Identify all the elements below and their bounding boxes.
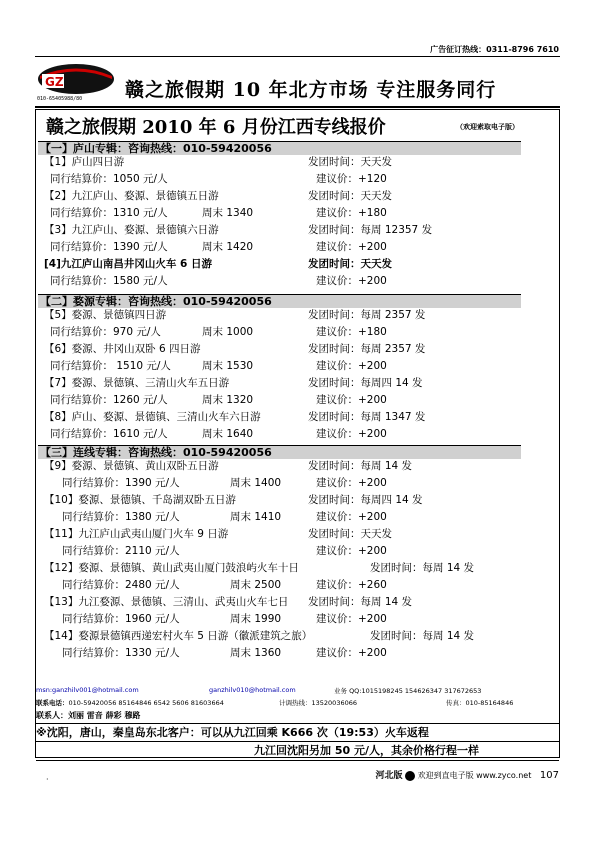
route-price: 同行结算价：1610 元/人 bbox=[50, 428, 168, 440]
page-number: 107 bbox=[539, 770, 559, 781]
route-price: 同行结算价：1390 元/人 bbox=[62, 477, 180, 489]
route-weekend-price: 周末 1000 bbox=[202, 326, 254, 338]
route-price: 同行结算价：2480 元/人 bbox=[62, 579, 180, 591]
logo-phone: 010-65405988/80 bbox=[37, 96, 83, 102]
svg-text:GZ: GZ bbox=[45, 75, 64, 89]
email-primary[interactable]: msn:ganzhilv001@hotmail.com bbox=[36, 686, 139, 694]
route-depart-time: 发团时间：每周 2357 发 bbox=[308, 343, 426, 355]
route-depart-time: 发团时间：每周 1347 发 bbox=[308, 411, 426, 423]
route-weekend-price: 周末 1400 bbox=[230, 477, 282, 489]
section-heading: 【一】庐山专辑：咨询热线：010-59420056 bbox=[38, 141, 521, 155]
route-depart-time: 发团时间：天天发 bbox=[308, 156, 392, 168]
mobile-hotline: 计调热线：13520036066 bbox=[279, 699, 357, 707]
footer-edition: 河北版 bbox=[375, 771, 403, 781]
route-depart-time: 发团时间：天天发 bbox=[308, 190, 392, 202]
route-suggest-price: 建议价：+200 bbox=[316, 511, 387, 523]
qq-numbers: 业务 QQ:1015198245 154626347 317672653 bbox=[334, 687, 482, 695]
header-rule bbox=[35, 106, 560, 108]
route-name: 【10】婺源、景德镇、千岛湖双卧五日游 bbox=[44, 494, 236, 506]
ad-hotline: 广告征订热线：0311-8796 7610 bbox=[430, 45, 559, 54]
email-secondary[interactable]: ganzhilv010@hotmail.com bbox=[209, 686, 296, 694]
route-price: 同行结算价：1050 元/人 bbox=[50, 173, 168, 185]
route-suggest-price: 建议价：+200 bbox=[316, 394, 387, 406]
phone-numbers: 010-59420056 85164846 6542 5606 81603664 bbox=[68, 699, 224, 707]
section-heading: 【三】连线专辑：咨询热线：010-59420056 bbox=[38, 445, 521, 459]
section-heading: 【二】婺源专辑：咨询热线：010-59420056 bbox=[38, 294, 521, 308]
route-depart-time: 发团时间：天天发 bbox=[308, 258, 392, 270]
route-weekend-price: 周末 1320 bbox=[202, 394, 254, 406]
route-price: 同行结算价：970 元/人 bbox=[50, 326, 161, 338]
route-price: 同行结算价：1390 元/人 bbox=[50, 241, 168, 253]
title-note: （欢迎索取电子版） bbox=[456, 123, 519, 131]
route-depart-time: 发团时间：每周 12357 发 bbox=[308, 224, 433, 236]
footer-logo-icon bbox=[405, 771, 415, 781]
route-depart-time: 发团时间：每周 14 发 bbox=[370, 630, 475, 642]
page-footer bbox=[376, 768, 560, 781]
route-suggest-price: 建议价：+200 bbox=[316, 275, 387, 287]
route-depart-time: 发团时间：每周四 14 发 bbox=[308, 377, 423, 389]
route-price: 同行结算价： 1510 元/人 bbox=[50, 360, 171, 372]
route-name: 【2】九江庐山、婺源、景德镇五日游 bbox=[44, 190, 219, 202]
route-suggest-price: 建议价：+180 bbox=[316, 207, 387, 219]
route-price: 同行结算价：1960 元/人 bbox=[62, 613, 180, 625]
route-name: 【14】婺源景德镇西递宏村火车 5 日游（徽派建筑之旅） bbox=[44, 630, 313, 642]
footer-slogan: 欢迎到直电子版 www.zyco.net bbox=[417, 771, 532, 780]
footer-dot: · bbox=[46, 775, 49, 784]
route-suggest-price: 建议价：+200 bbox=[316, 613, 387, 625]
route-name: 【5】婺源、景德镇四日游 bbox=[44, 309, 167, 321]
route-price: 同行结算价：2110 元/人 bbox=[62, 545, 180, 557]
page-title: 赣之旅假期 2010 年 6 月份江西专线报价 bbox=[46, 117, 386, 138]
route-suggest-price: 建议价：+200 bbox=[316, 428, 387, 440]
route-price: 同行结算价：1580 元/人 bbox=[50, 275, 168, 287]
route-name: 【11】九江庐山武夷山厦门火车 9 日游 bbox=[44, 528, 229, 540]
route-name: 【9】婺源、景德镇、黄山双卧五日游 bbox=[44, 460, 219, 472]
route-suggest-price: 建议价：+260 bbox=[316, 579, 387, 591]
route-name: 【12】婺源、景德镇、黄山武夷山厦门鼓浪屿火车十日 bbox=[44, 562, 299, 574]
phone-label: 联系电话： bbox=[36, 699, 69, 707]
route-weekend-price: 周末 1640 bbox=[202, 428, 254, 440]
route-name: 【8】庐山、婺源、景德镇、三清山火车六日游 bbox=[44, 411, 261, 423]
top-divider bbox=[35, 56, 560, 57]
route-price: 同行结算价：1380 元/人 bbox=[62, 511, 180, 523]
fax-number: 传真：010-85164846 bbox=[446, 699, 514, 707]
route-depart-time: 发团时间：每周 14 发 bbox=[370, 562, 475, 574]
route-suggest-price: 建议价：+200 bbox=[316, 545, 387, 557]
route-name: 【1】庐山四日游 bbox=[44, 156, 125, 168]
route-suggest-price: 建议价：+200 bbox=[316, 360, 387, 372]
route-weekend-price: 周末 1420 bbox=[202, 241, 254, 253]
route-weekend-price: 周末 1360 bbox=[230, 647, 282, 659]
route-suggest-price: 建议价：+120 bbox=[316, 173, 387, 185]
route-depart-time: 发团时间：每周四 14 发 bbox=[308, 494, 423, 506]
company-slogan: 赣之旅假期 10 年北方市场 专注服务同行 bbox=[125, 79, 497, 101]
route-weekend-price: 周末 1530 bbox=[202, 360, 254, 372]
route-name: 【7】婺源、景德镇、三清山火车五日游 bbox=[44, 377, 230, 389]
route-name: 【6】婺源、井冈山双卧 6 四日游 bbox=[44, 343, 201, 355]
return-note: ※沈阳，唐山，秦皇岛东北客户：可以从九江回乘 K666 次（19:53）火车返程 bbox=[36, 723, 559, 742]
route-price: 同行结算价：1310 元/人 bbox=[50, 207, 168, 219]
people-label: 联系人： bbox=[36, 711, 68, 720]
route-name: [4]九江庐山南昌井冈山火车 6 日游 bbox=[44, 258, 213, 270]
route-depart-time: 发团时间：每周 14 发 bbox=[308, 460, 413, 472]
route-weekend-price: 周末 2500 bbox=[230, 579, 282, 591]
route-name: 【3】九江庐山、婺源、景德镇六日游 bbox=[44, 224, 219, 236]
route-weekend-price: 周末 1340 bbox=[202, 207, 254, 219]
route-suggest-price: 建议价：+200 bbox=[316, 241, 387, 253]
route-name: 【13】九江婺源、景德镇、三清山、武夷山火车七日 bbox=[44, 596, 289, 608]
return-price-note: 九江回沈阳另加 50 元/人，其余价格行程一样 bbox=[36, 741, 559, 761]
route-price: 同行结算价：1260 元/人 bbox=[50, 394, 168, 406]
contact-block bbox=[36, 684, 559, 724]
route-suggest-price: 建议价：+180 bbox=[316, 326, 387, 338]
contact-people: 刘丽 雷音 薛彩 穆路 bbox=[68, 711, 141, 720]
route-weekend-price: 周末 1990 bbox=[230, 613, 282, 625]
route-suggest-price: 建议价：+200 bbox=[316, 477, 387, 489]
route-depart-time: 发团时间：每周 14 发 bbox=[308, 596, 413, 608]
route-depart-time: 发团时间：每周 2357 发 bbox=[308, 309, 426, 321]
route-depart-time: 发团时间：天天发 bbox=[308, 528, 392, 540]
route-price: 同行结算价：1330 元/人 bbox=[62, 647, 180, 659]
route-weekend-price: 周末 1410 bbox=[230, 511, 282, 523]
route-suggest-price: 建议价：+200 bbox=[316, 647, 387, 659]
